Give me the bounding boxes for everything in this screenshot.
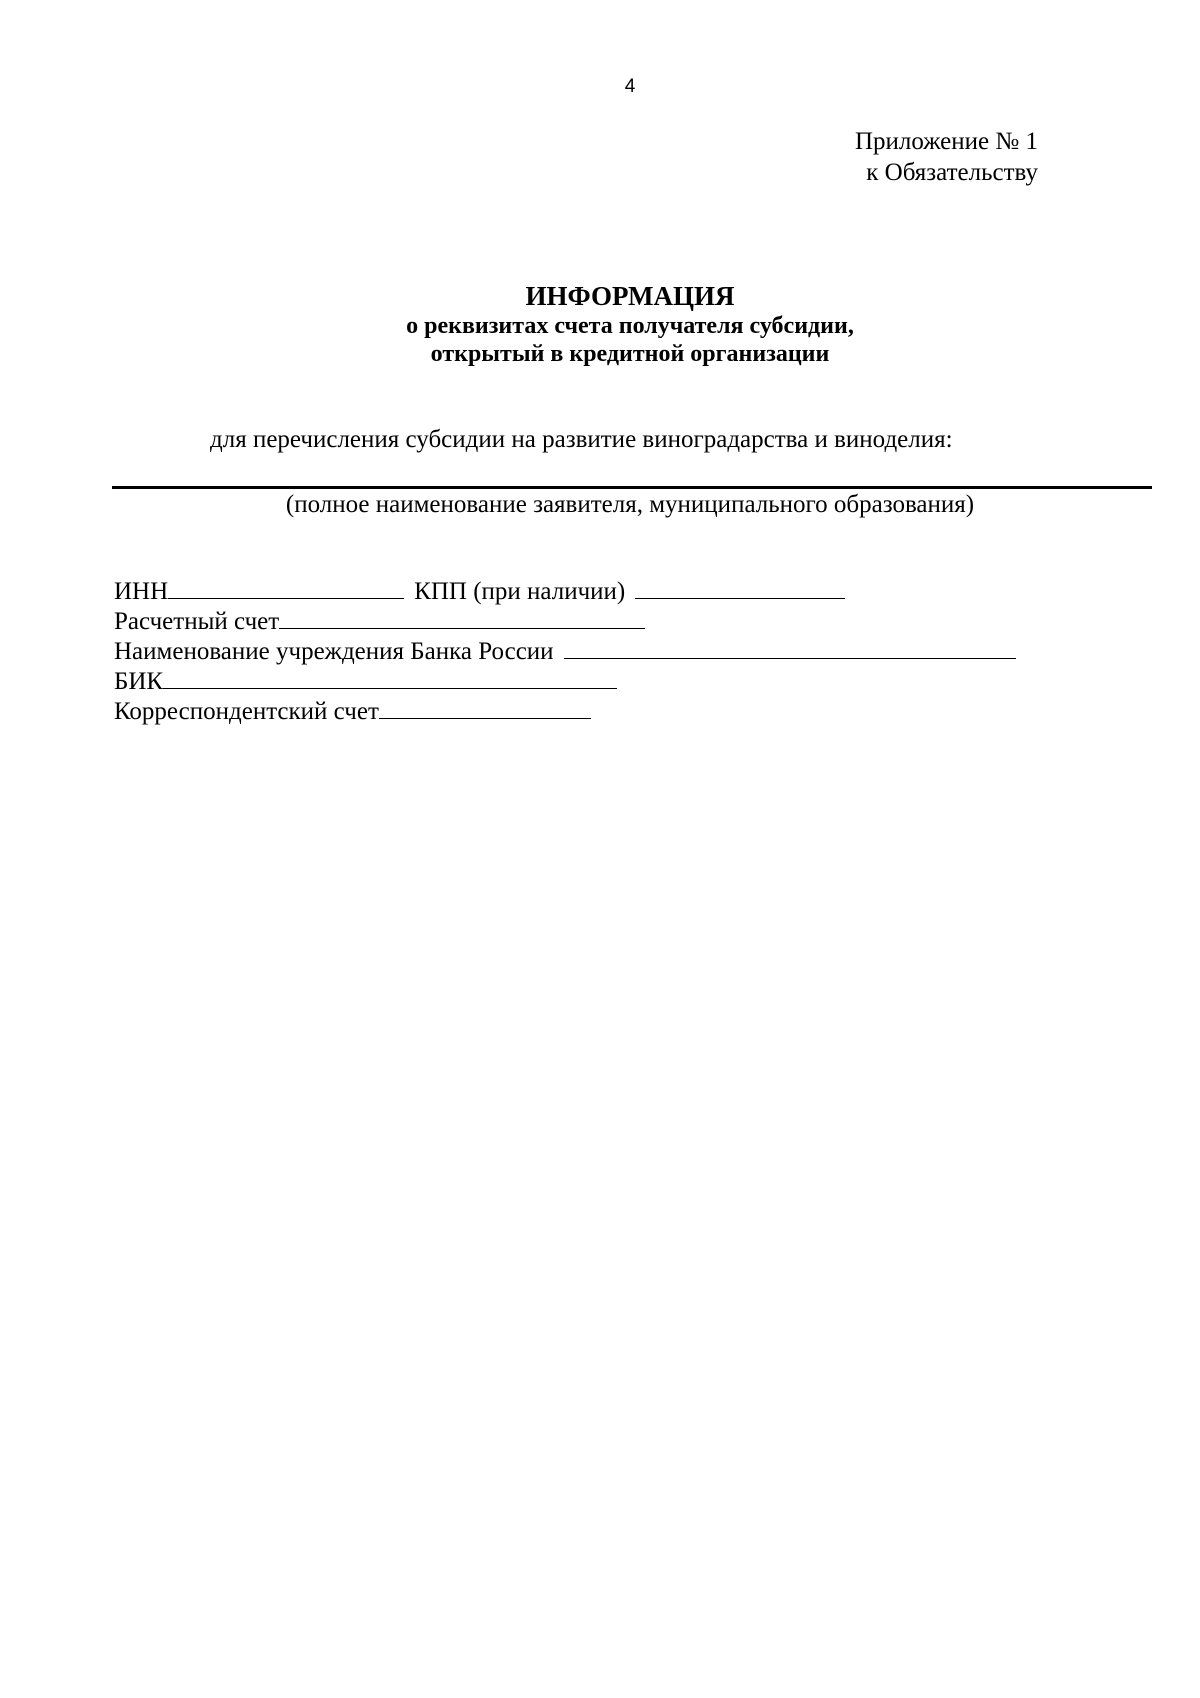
account-field[interactable] [279, 606, 645, 629]
bik-field[interactable] [163, 666, 617, 689]
bik-label: БИК [114, 668, 164, 695]
bik-row [114, 666, 1016, 696]
bank-field[interactable] [564, 636, 1016, 659]
inn-field[interactable] [168, 576, 404, 599]
inn-kpp-row [114, 576, 1016, 606]
title-main: ИНФОРМАЦИЯ [525, 281, 735, 311]
corr-account-row [114, 696, 1016, 726]
applicant-name-field[interactable] [112, 486, 1152, 489]
page-number: 4 [624, 76, 636, 97]
account-row [114, 606, 1016, 636]
account-label: Расчетный счет [114, 608, 280, 635]
kpp-field[interactable] [635, 576, 845, 599]
document-title [0, 280, 1200, 368]
corr-account-label: Корреспондентский счет [114, 698, 379, 725]
kpp-label: КПП (при наличии) [414, 578, 626, 605]
purpose-text: для перечисления субсидии на развитие виноградарства и виноделия: [210, 426, 953, 453]
corr-account-field[interactable] [379, 696, 591, 719]
appendix-number: Приложение № 1 [854, 128, 1038, 155]
requisites-block [114, 576, 1016, 726]
title-subtitle-line2: открытый в кредитной организации [430, 341, 830, 367]
bank-row [114, 636, 1016, 666]
appendix-reference: к Обязательству [866, 159, 1038, 186]
title-subtitle-line1: о реквизитах счета получателя субсидии, [406, 313, 854, 339]
appendix-header [855, 126, 1038, 188]
bank-label: Наименование учреждения Банка России [114, 638, 554, 665]
applicant-name-caption: (полное наименование заявителя, муниципального образования) [285, 491, 975, 518]
inn-label: ИНН [114, 578, 169, 605]
